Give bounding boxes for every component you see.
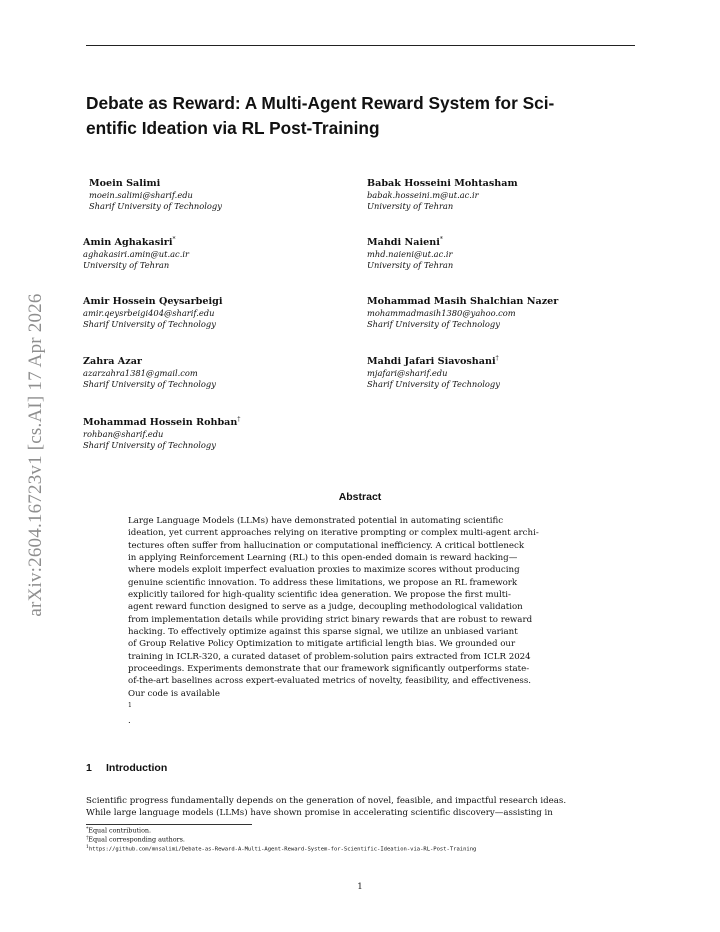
author-block (83, 234, 189, 272)
author-block (367, 353, 500, 391)
author-affiliation: University of Tehran (83, 260, 170, 270)
top-rule (86, 45, 635, 46)
title-line: Debate as Reward: A Multi-Agent Reward System for Sci- (86, 93, 555, 113)
abstract-line: ideation, yet current approaches relying on iterative prompting or complex multi-agent archi- (128, 528, 539, 539)
section-number: 1 (86, 762, 92, 774)
author-name: Mohammad Masih Shalchian Nazer (367, 296, 559, 307)
footnote-ref[interactable]: 1 (128, 702, 132, 710)
abstract-line: of Group Relative Policy Optimization to mitigate artificial length bias. We grounded our (128, 639, 516, 650)
author-name: Zahra Azar (83, 356, 142, 367)
author-name: Moein Salimi (89, 178, 161, 189)
author-name: Babak Hosseini Mohtasham (367, 178, 518, 189)
abstract-line: from implementation details while providing strict binary rewards that are robust to reward (128, 614, 533, 625)
abstract-line: of-the-art baselines across expert-evaluated metrics of novelty, feasibility, and effectiveness. (128, 676, 532, 687)
footnote-link[interactable]: $^1$https://github.com/mnsalimi/Debate-as-Reward-A-Multi-Agent-Reward-System-for-Scientific-Ideation-via-RL-Post-Training (86, 844, 477, 853)
author-block (89, 175, 222, 213)
footnote: *Equal contribution. (86, 826, 152, 835)
footnote: †Equal corresponding authors. (86, 835, 185, 844)
section-heading (86, 762, 167, 774)
author-name: Amin Aghakasiri* (83, 236, 176, 248)
abstract-last-line: Our code is available $^1$ . (128, 688, 221, 726)
abstract-heading: Abstract (338, 491, 382, 503)
author-name: Mahdi Naieni* (367, 236, 443, 248)
section-title: Introduction (106, 762, 168, 774)
author-block (367, 175, 518, 213)
abstract-line: training in ICLR-320, a curated dataset of problem-solution pairs extracted from ICLR 2024 (128, 651, 531, 662)
intro-body (86, 795, 646, 820)
author-affiliation: Sharif University of Technology (83, 440, 216, 450)
author-email[interactable]: aghakasiri.amin@ut.ac.ir (83, 248, 189, 259)
author-email[interactable]: babak.hosseini.m@ut.ac.ir (367, 189, 479, 200)
author-affiliation: University of Tehran (367, 260, 454, 270)
author-block (83, 293, 222, 331)
author-email[interactable]: mjafari@sharif.edu (367, 367, 448, 378)
author-affiliation: University of Tehran (367, 201, 454, 211)
author-name: Mahdi Jafari Siavoshani† (367, 355, 499, 367)
footnotes (86, 826, 476, 854)
abstract-line: Large Language Models (LLMs) have demonstrated potential in automating scientific (128, 516, 504, 526)
author-email[interactable]: mhd.naieni@ut.ac.ir (367, 248, 453, 259)
intro-line: Scientific progress fundamentally depends on the generation of novel, feasible, and impactful research ideas. (86, 796, 567, 806)
intro-line: While large language models (LLMs) have shown promise in accelerating scientific discovery—assisting in (86, 808, 553, 819)
author-affiliation: Sharif University of Technology (89, 201, 222, 211)
abstract-line: genuine scientific innovation. To address these limitations, we propose an RL framework (128, 577, 518, 588)
author-block (367, 293, 558, 331)
author-block (83, 414, 240, 452)
paper-title (86, 91, 646, 141)
author-email[interactable]: moein.salimi@sharif.edu (89, 189, 193, 200)
abstract-line: in applying Reinforcement Learning (RL) to this open-ended domain is reward hacking— (128, 553, 518, 564)
author-email[interactable]: amir.qeysrbeigi404@sharif.edu (83, 307, 215, 318)
abstract-line: proceedings. Experiments demonstrate that our framework significantly outperforms state- (128, 664, 530, 675)
page-number: 1 (357, 882, 363, 892)
author-affiliation: Sharif University of Technology (367, 319, 500, 329)
author-email[interactable]: mohammadmasih1380@yahoo.com (367, 307, 516, 318)
author-block (367, 234, 453, 272)
author-name: Mohammad Hossein Rohban† (83, 416, 241, 428)
abstract-line: agent reward function designed to serve as a judge, decoupling methodological validation (128, 602, 523, 613)
abstract-line: hacking. To effectively optimize against this sparse signal, we utilize an unbiased variant (128, 627, 518, 638)
abstract-body (128, 515, 598, 727)
abstract-line: explicitly tailored for high-quality scientific idea generation. We propose the first multi- (128, 590, 511, 601)
author-email[interactable]: rohban@sharif.edu (83, 428, 164, 439)
author-name: Amir Hossein Qeysarbeigi (83, 296, 223, 307)
arxiv-identifier[interactable]: arXiv:2604.16723v1 [cs.AI] 17 Apr 2026 (25, 293, 46, 617)
author-affiliation: Sharif University of Technology (367, 379, 500, 389)
author-affiliation: Sharif University of Technology (83, 319, 216, 329)
author-email[interactable]: azarzahra1381@gmail.com (83, 367, 198, 378)
author-affiliation: Sharif University of Technology (83, 379, 216, 389)
title-line: entific Ideation via RL Post-Training (86, 118, 380, 138)
abstract-line: where models exploit imperfect evaluation proxies to maximize scores without producing (128, 565, 520, 576)
abstract-line: tectures often suffer from hallucination or computational inefficiency. A critical bottleneck (128, 540, 525, 551)
author-block (83, 353, 216, 391)
footnote-rule (86, 824, 252, 825)
